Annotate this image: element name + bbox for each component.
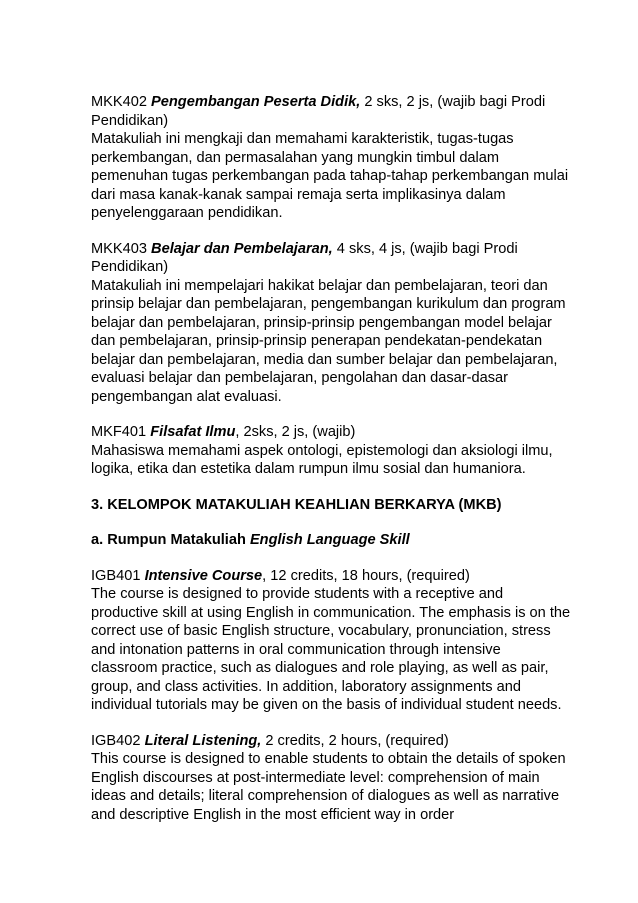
course-header — [91, 240, 571, 277]
course-description: This course is designed to enable students to obtain the details of spoken English discourses at post-intermediate level: comprehension of main ideas and details; literal comprehension of dialogues as well as narrative and descriptive English in the most efficient way in order — [91, 751, 566, 823]
course-header — [91, 93, 571, 130]
subsection-prefix: a. Rumpun Matakuliah — [91, 532, 250, 548]
course-code: MKF401 — [91, 424, 147, 440]
course-entry — [91, 732, 571, 825]
section-heading: 3. KELOMPOK MATAKULIAH KEAHLIAN BERKARYA (MKB) — [91, 496, 502, 513]
course-header — [91, 732, 571, 751]
course-code: IGB401 — [91, 567, 141, 584]
course-meta: 2 sks, 2 js, (wajib bagi Prodi Pendidikan) — [91, 94, 546, 129]
course-title: Intensive Course — [144, 567, 263, 584]
course-meta: 2 credits, 2 hours, (required) — [261, 732, 449, 749]
course-code: MKK402 — [91, 94, 147, 110]
subsection-emphasis: English Language Skill — [249, 532, 410, 548]
course-header — [91, 423, 571, 442]
course-code: IGB402 — [91, 732, 141, 749]
course-title: Literal Listening, — [144, 732, 262, 749]
course-entry — [91, 240, 571, 407]
course-description: The course is designed to provide students with a receptive and productive skill at using English in communication. The emphasis is on the correct use of basic English structure, vocabulary, pronunciation, stress and intonation patterns in oral communication through intensive classroom practice, such as dialogues and role playing, as well as pair, group, and class activities. In addition, laboratory assignments and individual tutorials may be given on the basis of individual student needs. — [91, 586, 571, 713]
course-entry — [91, 567, 571, 715]
course-title: Filsafat Ilmu — [150, 424, 236, 440]
course-title: Belajar dan Pembelajaran, — [151, 240, 333, 257]
course-meta: , 12 credits, 18 hours, (required) — [262, 567, 470, 584]
document-page — [91, 93, 571, 841]
course-code: MKK403 — [91, 240, 147, 257]
course-description: Matakuliah ini mengkaji dan memahami karakteristik, tugas-tugas perkembangan, dan permasalahan yang mungkin timbul dalam pemenuhan tugas perkembangan pada tahap-tahap perkembangan mulai dari masa kanak-kanak sampai remaja serta implikasinya dalam penyelenggaraan pendidikan. — [91, 131, 569, 221]
course-title: Pengembangan Peserta Didik, — [151, 94, 361, 110]
course-description: Matakuliah ini mempelajari hakikat belajar dan pembelajaran, teori dan prinsip belajar dan pembelajaran, pengembangan kurikulum dan program belajar dan pembelajaran, prinsip-prinsip pengembangan model belajar dan pembelajaran, prinsip-prinsip penerapan pendekatan-pendekatan belajar dan pembelajaran, media dan sumber belajar dan pembelajaran, evaluasi belajar dan pembelajaran, pengolahan dan dasar-dasar pengembangan alat evaluasi. — [91, 277, 566, 405]
subsection-heading — [91, 531, 571, 550]
course-entry — [91, 423, 571, 479]
course-meta: , 2sks, 2 js, (wajib) — [235, 424, 356, 440]
course-description: Mahasiswa memahami aspek ontologi, epistemologi dan aksiologi ilmu, logika, etika dan estetika dalam rumpun ilmu sosial dan humaniora. — [91, 442, 553, 477]
course-header — [91, 567, 571, 586]
course-meta: 4 sks, 4 js, (wajib bagi Prodi Pendidikan) — [91, 240, 518, 275]
course-entry — [91, 93, 571, 223]
